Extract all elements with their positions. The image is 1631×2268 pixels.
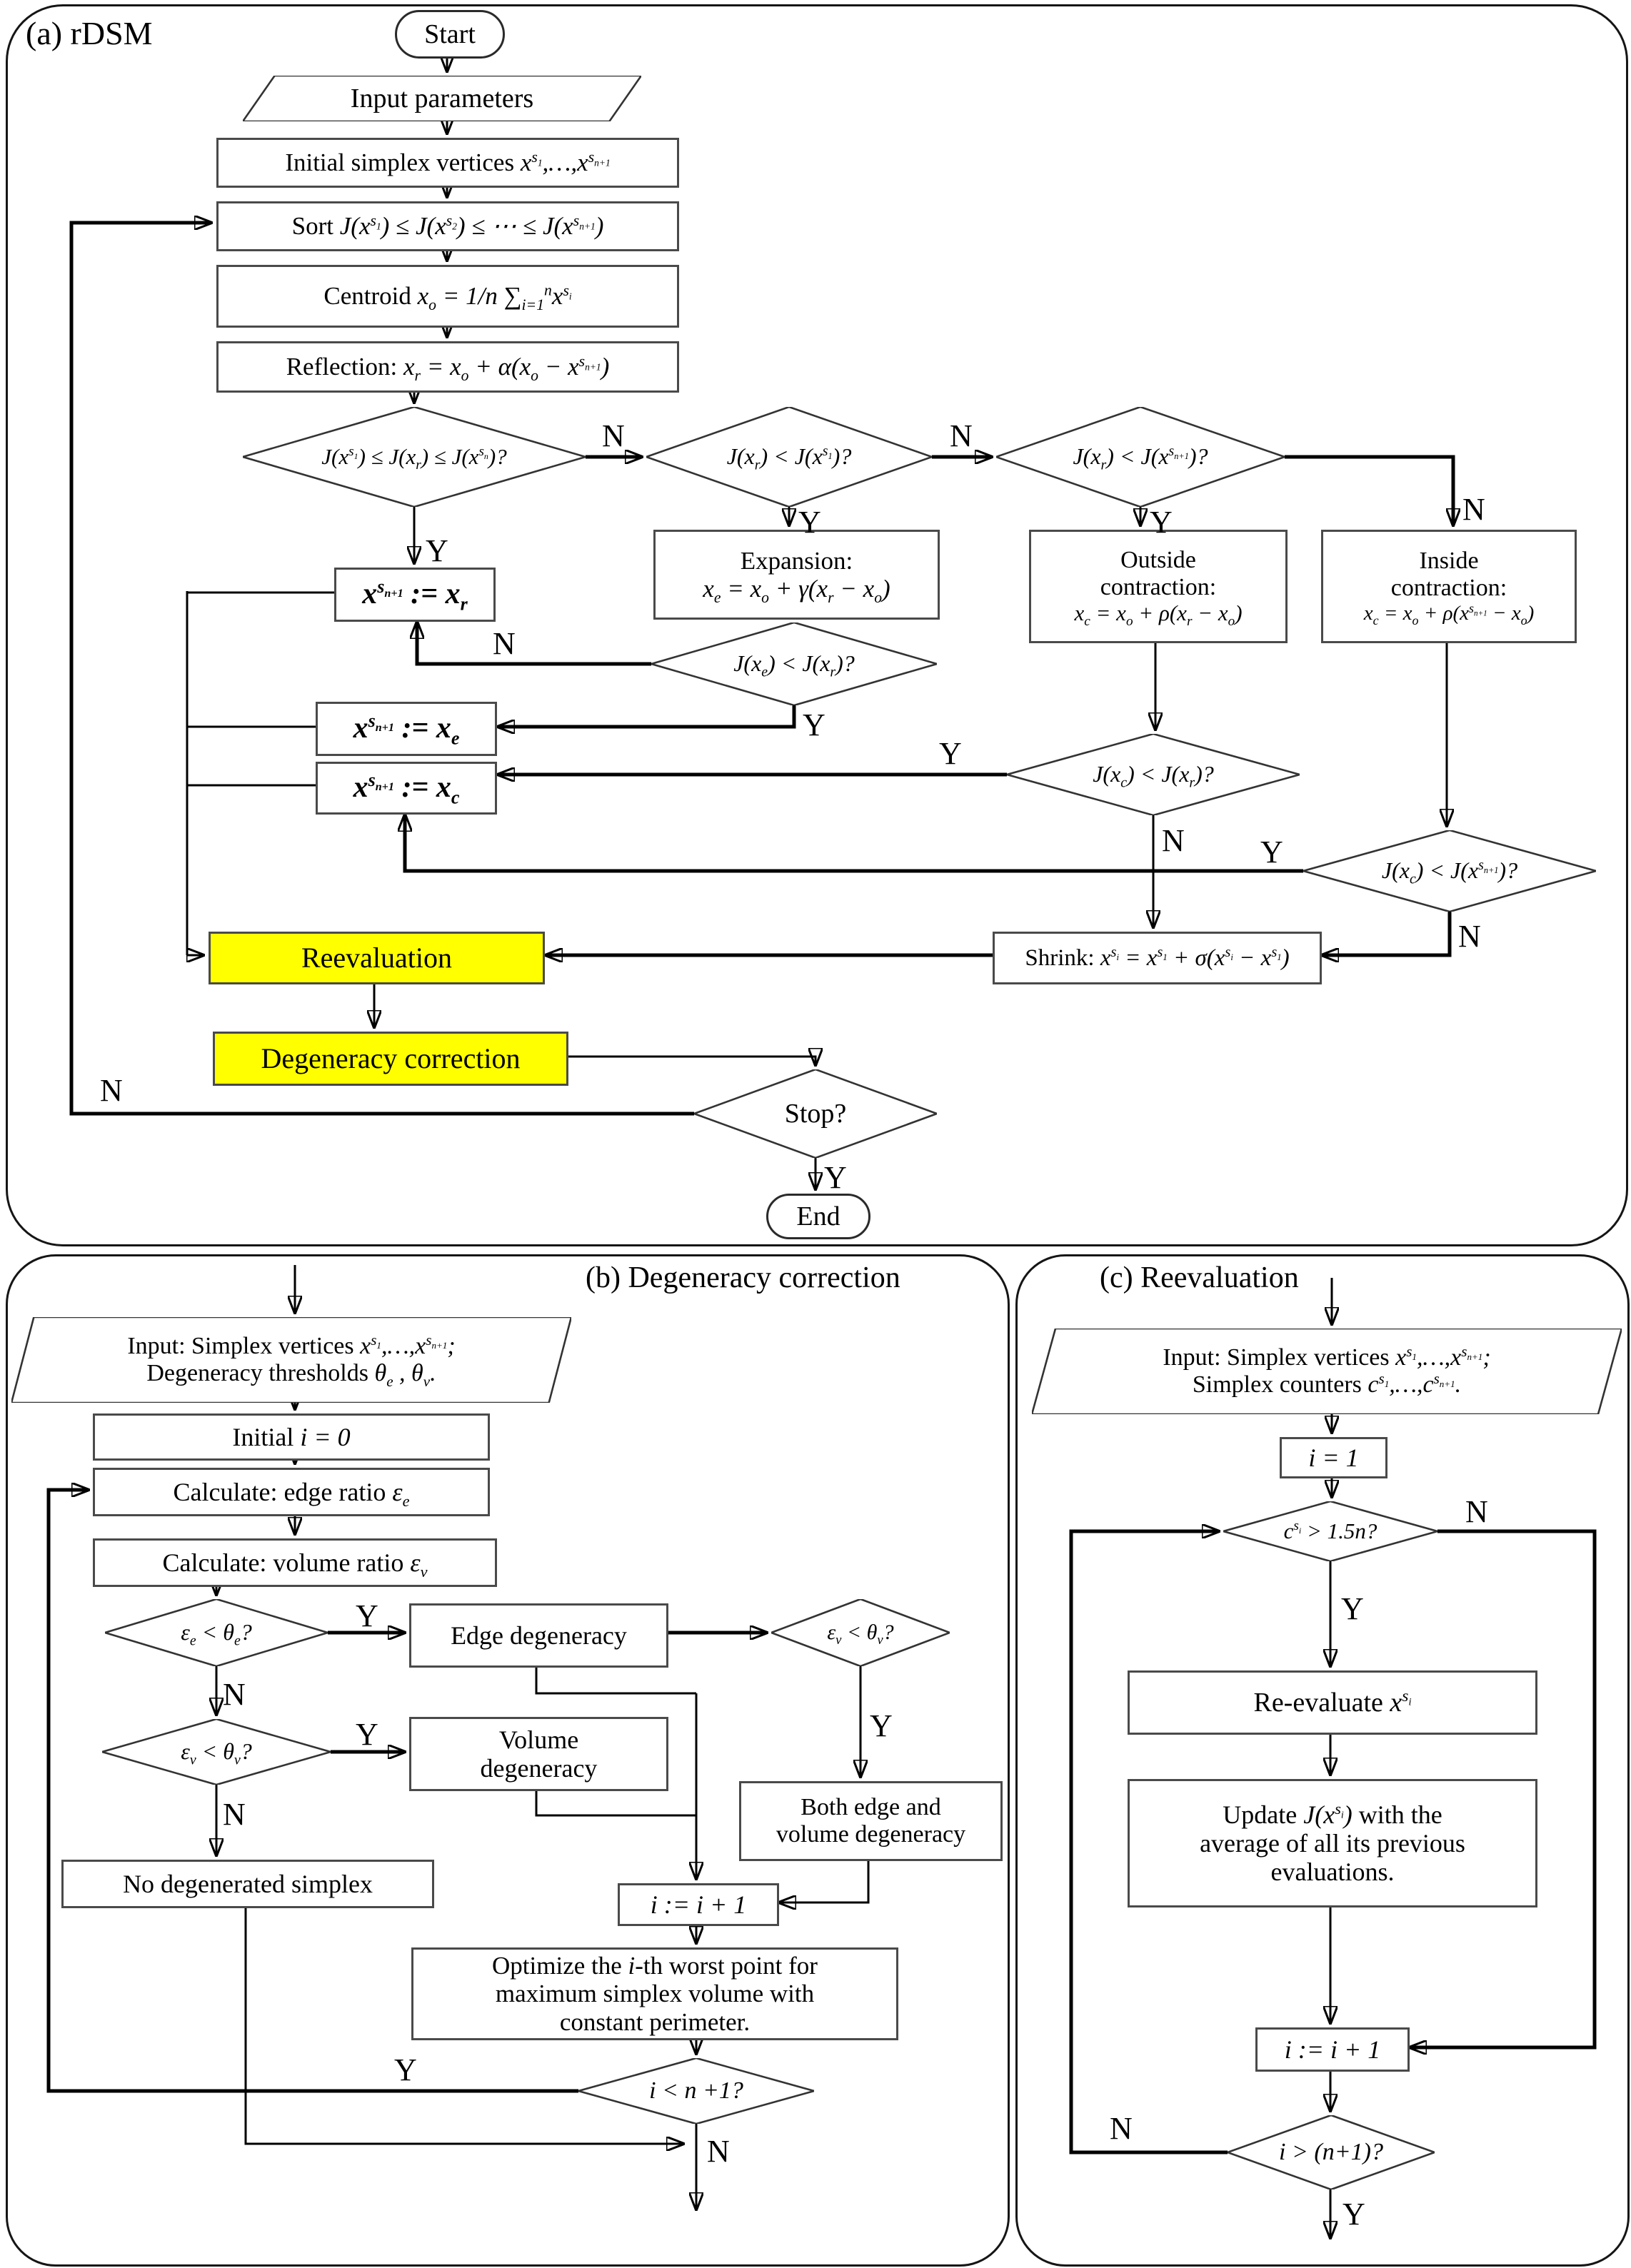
c-increment-node [1255,2027,1410,2072]
b-decision-volume-left [102,1719,331,1785]
b-volume-degeneracy-line2: degeneracy [480,1754,598,1783]
label-yes-d2: Y [798,505,821,540]
label-yes-d4: Y [803,707,825,742]
c-decision-loop-label: i > (n+1)? [1279,2138,1383,2165]
label-no-c-loop: N [1110,2111,1133,2146]
end-label: End [796,1201,840,1231]
assign-xc-label: $x^{s_{n+1}}$ := $x_c$ [353,770,460,808]
b-edge-degeneracy-node [409,1603,668,1668]
b-no-degeneracy-node [61,1860,434,1908]
label-yes-c-counter: Y [1341,1591,1364,1626]
b-decision-edge-label: $\varepsilon_e < \theta_e$? [181,1619,252,1649]
inside-contraction-node [1321,530,1577,643]
b-decision-loop-label: i < n +1? [649,2077,743,2104]
assign-xr-label: $x^{s_{n+1}}$ := $x_r$ [362,576,468,615]
b-volume-degeneracy-line1: Volume [498,1725,579,1754]
panel-a-title: (a) rDSM [26,15,153,51]
b-init-label: Initial i = 0 [232,1422,351,1451]
label-yes-b-vol-right: Y [870,1708,893,1743]
b-calc-edge-label: Calculate: edge ratio $\varepsilon_e$ [173,1477,410,1511]
label-yes-c-loop: Y [1343,2197,1365,2232]
decision-expansion-better [651,623,937,705]
input-parameters-label: Input parameters [350,83,534,114]
reflection-node [216,341,679,393]
start-node [395,10,505,59]
decision-reflection-range [243,407,586,507]
c-input-node [1032,1329,1622,1414]
label-no-stop: N [100,1073,123,1108]
b-increment-label: i := i + 1 [650,1890,747,1919]
input-parameters-node [243,76,641,121]
panel-b-title: (b) Degeneracy correction [586,1261,900,1294]
label-yes-b-loop: Y [394,2052,417,2087]
assign-xr-node [334,568,496,622]
label-no-d3: N [1462,492,1485,527]
b-calc-volume-node [93,1538,497,1587]
centroid-label: Centroid $x_o = 1/n$ $\sum_{i=1}^nx^{s_i}$ [323,281,572,314]
label-yes-d5: Y [939,736,962,771]
label-no-d4: N [493,626,516,661]
decision-expansion-better-label: $J(x_e) < J(x_r)$? [733,650,855,680]
b-increment-node [618,1883,779,1926]
outside-contraction-line2: contraction: [1100,574,1217,601]
decision-contraction-better-worst-label: $J(x_c) < J(x^{s_{n+1}})$? [1381,857,1518,887]
label-no-c-counter: N [1465,1494,1488,1529]
b-calc-volume-label: Calculate: volume ratio $\varepsilon_v$ [162,1548,428,1581]
outside-contraction-node [1029,530,1288,643]
c-input-line1: Input: Simplex vertices $x^{s_1},\dots,x^{s_{n+1}}$; [1163,1342,1491,1371]
assign-xe-node [316,702,497,756]
label-no-d5: N [1162,823,1185,858]
b-no-degeneracy-label: No degenerated simplex [123,1869,373,1898]
label-no-b-edge: N [223,1677,246,1712]
c-input-line2: Simplex counters $c^{s_1},\dots,c^{s_{n+1}}$. [1192,1369,1462,1398]
c-update-node [1128,1779,1537,1907]
b-decision-loop [578,2058,814,2124]
shrink-label: Shrink: $x^{s_i} = x^{s_1} + \sigma(x^{s_i} - x^{s_1})$ [1025,944,1290,971]
b-both-degeneracy-line1: Both edge and [801,1793,941,1820]
b-decision-edge [105,1599,328,1666]
label-yes-b-vol-left: Y [356,1717,378,1752]
b-optimize-line3: constant perimeter. [559,2007,751,2036]
label-yes-d1: Y [426,533,448,568]
initial-simplex-label: Initial simplex vertices $x^{s_1},\dots,x^{s_{n+1}}$ [285,148,611,177]
b-input-node [11,1317,571,1403]
b-calc-edge-node [93,1468,490,1516]
decision-reflection-range-label: $J(x^{s_1}) \le J(x_r) \le J(x^{s_n})$? [321,443,507,473]
reflection-label: Reflection: $x_r = x_o + \alpha(x_o - x^{s_{n+1}})$ [286,352,610,385]
sort-node [216,201,679,251]
label-no-d2: N [950,418,973,453]
degeneracy-correction-node [213,1032,568,1086]
degeneracy-correction-label: Degeneracy correction [261,1042,521,1074]
c-i1-node [1280,1437,1387,1478]
assign-xe-label: $x^{s_{n+1}}$ := $x_e$ [353,710,460,749]
inside-contraction-line1: Inside [1419,548,1479,575]
b-input-line1: Input: Simplex vertices $x^{s_1},\dots,x^{s_{n+1}}$; [127,1331,456,1359]
b-both-degeneracy-node [739,1781,1003,1861]
b-both-degeneracy-line2: volume degeneracy [776,1821,966,1848]
end-node [766,1194,870,1239]
b-volume-degeneracy-node [409,1717,668,1791]
centroid-node [216,265,679,328]
reevaluation-label: Reevaluation [301,941,453,974]
decision-contraction-test [996,407,1285,507]
b-optimize-node [411,1947,898,2040]
label-no-b-vol-left: N [223,1797,246,1832]
decision-contraction-better-r-label: $J(x_c) < J(x_r)$? [1093,761,1214,791]
reevaluation-node [209,932,545,984]
decision-expansion-test-label: $J(x_r) < J(x^{s_1})$? [726,443,852,473]
initial-simplex-node [216,138,679,188]
label-yes-b-edge: Y [356,1598,378,1633]
b-input-line2: Degeneracy thresholds $\theta_e$ , $\theta_v$. [146,1360,436,1390]
expansion-node [653,530,940,620]
c-update-line3: evaluations. [1270,1858,1395,1887]
label-yes-stop: Y [824,1160,847,1195]
decision-contraction-test-label: $J(x_r) < J(x^{s_{n+1}})$? [1073,443,1208,473]
c-reevaluate-node [1128,1670,1537,1735]
outside-contraction-line1: Outside [1120,547,1196,574]
assign-xc-node [316,762,497,815]
shrink-node [993,932,1322,984]
b-optimize-line2: maximum simplex volume with [495,1980,815,2008]
b-decision-volume-right [771,1599,950,1666]
c-update-line2: average of all its previous [1200,1828,1465,1858]
b-edge-degeneracy-label: Edge degeneracy [451,1621,627,1650]
inside-contraction-formula: $x_c = x_o + \rho(x^{s_{n+1}} - x_o)$ [1363,600,1535,628]
label-no-b-loop: N [707,2134,730,2169]
b-init-node [93,1413,490,1461]
decision-contraction-better-r [1007,734,1300,815]
c-decision-loop [1228,2115,1435,2189]
decision-expansion-test [646,407,932,507]
label-no-d1: N [602,418,625,453]
b-decision-volume-left-label: $\varepsilon_v < \theta_v$? [181,1738,252,1768]
inside-contraction-line2: contraction: [1390,575,1507,602]
b-decision-volume-right-label: $\varepsilon_v < \theta_v$? [827,1621,894,1648]
sort-label: Sort $J(x^{s_1}) \le J(x^{s_2})$ ≤ ⋯ ≤ $J(x^{s_{n+1}})$ [291,211,604,241]
c-decision-counter [1223,1501,1437,1561]
b-optimize-line1: Optimize the i-th worst point for [492,1952,818,1980]
stop-decision [694,1069,937,1158]
c-decision-counter-label: $c^{s_i} > 1.5n$? [1283,1518,1377,1543]
label-no-d6: N [1458,919,1481,954]
start-label: Start [424,19,476,49]
c-i1-label: i = 1 [1308,1443,1359,1472]
c-reevaluate-label: Re-evaluate $x^{s_i}$ [1253,1687,1412,1718]
expansion-formula: $x_e = x_o + \gamma(x_r - x_o)$ [703,575,890,606]
panel-c-title: (c) Reevaluation [1100,1261,1299,1294]
c-update-line1: Update $J(x^{s_i})$ with the [1223,1799,1442,1829]
label-yes-d6: Y [1260,835,1283,870]
outside-contraction-formula: $x_c = x_o + \rho(x_r - x_o)$ [1074,600,1243,630]
decision-contraction-better-worst [1303,830,1596,912]
label-yes-d3: Y [1150,505,1173,540]
stop-label: Stop? [784,1098,847,1129]
expansion-title: Expansion: [740,546,853,575]
c-increment-label: i := i + 1 [1284,2035,1381,2064]
